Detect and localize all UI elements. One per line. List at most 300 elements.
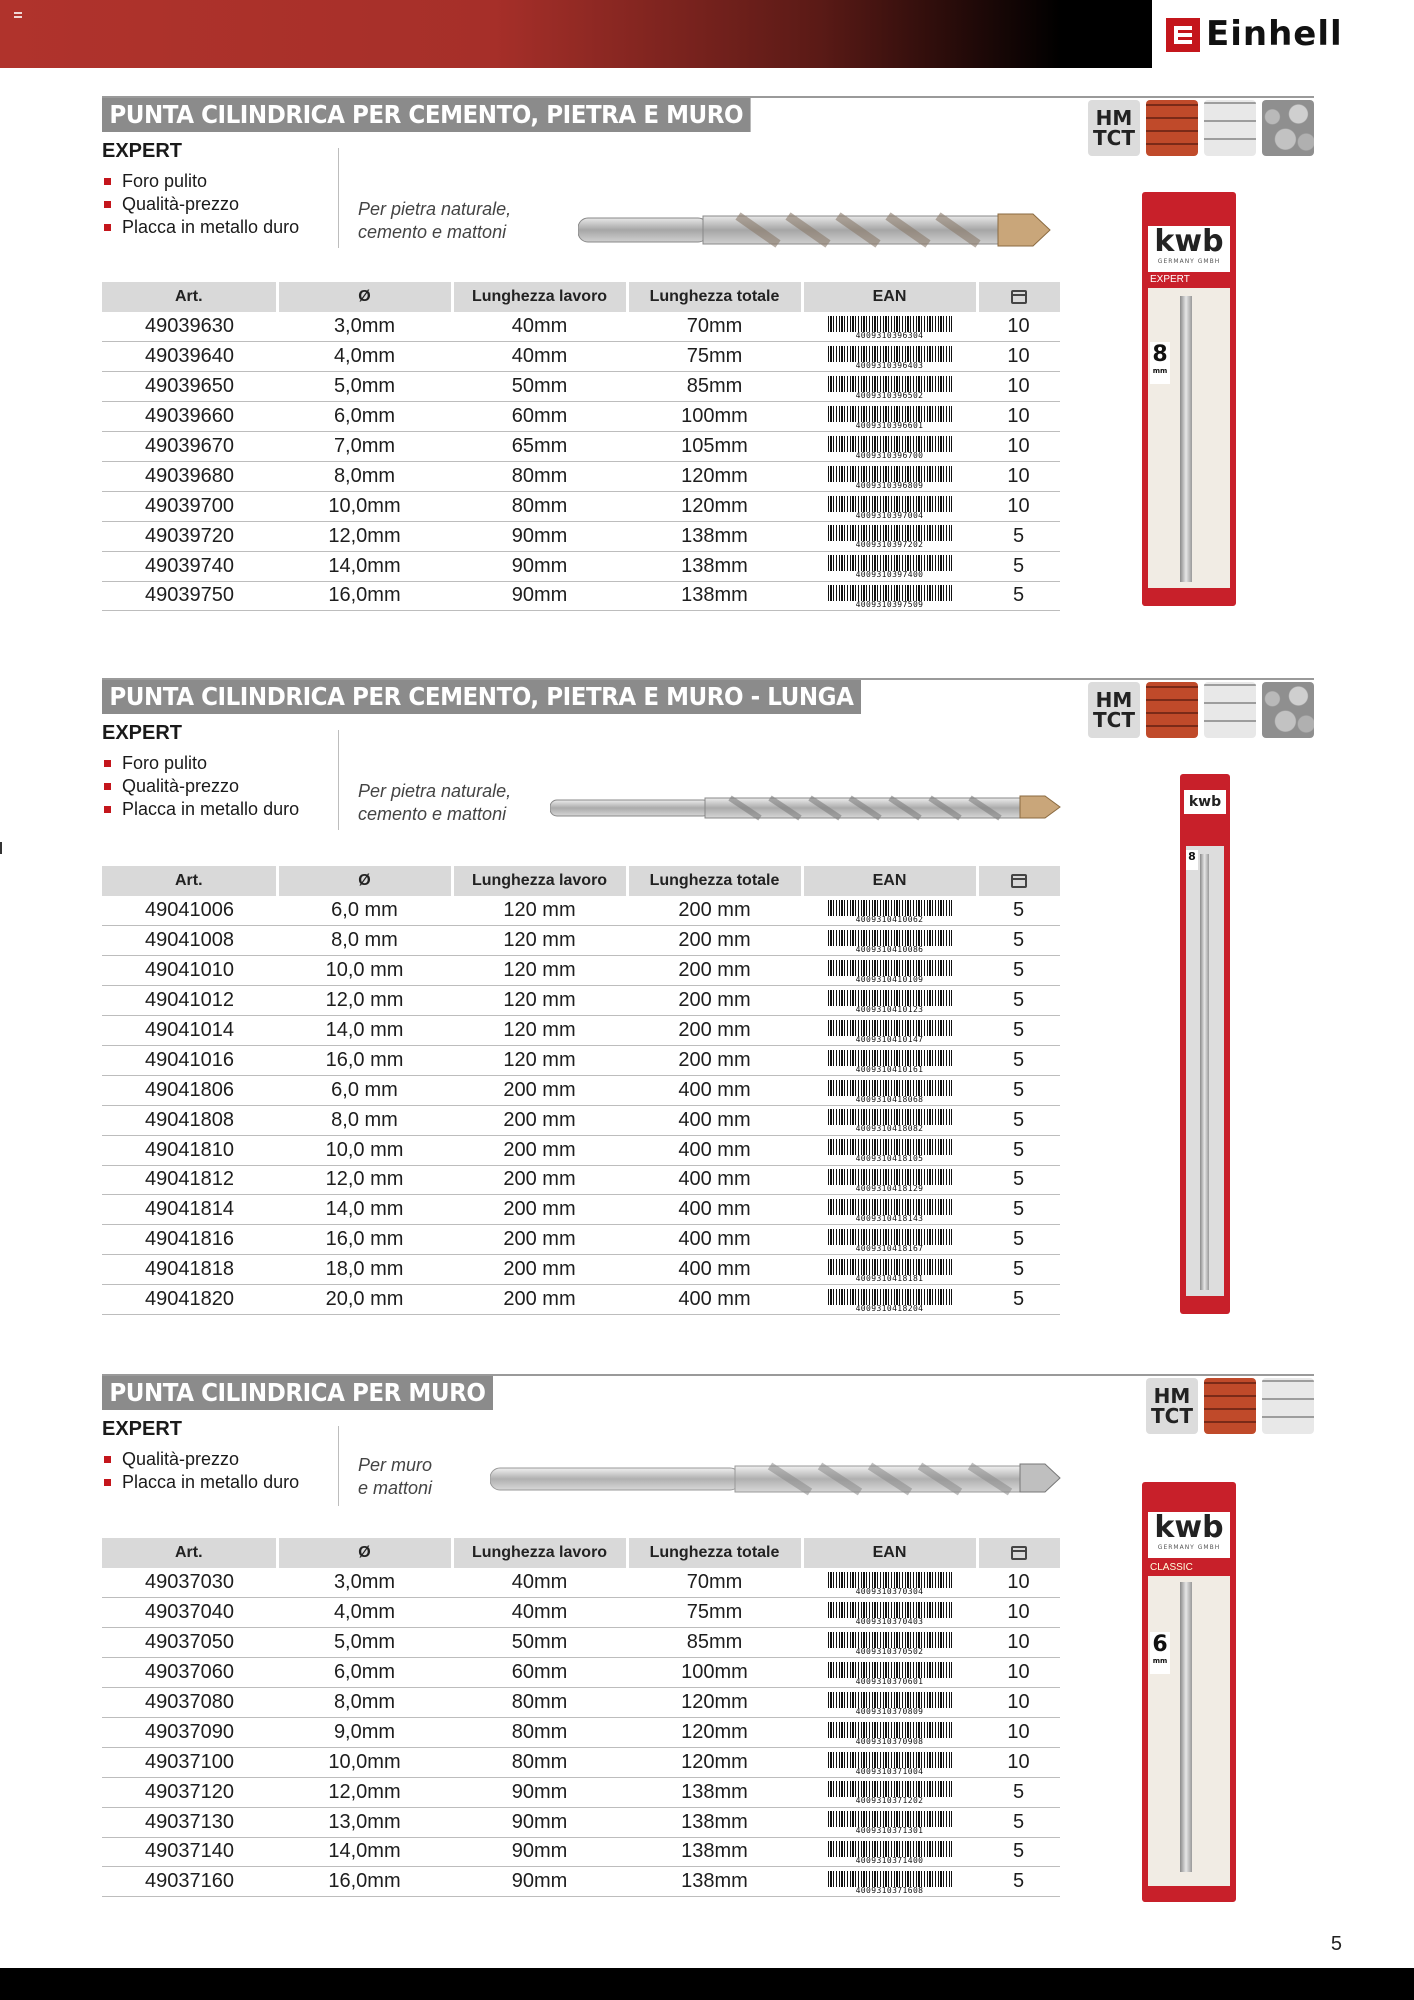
diameter-cell: 13,0mm — [277, 1807, 452, 1837]
col-ean: EAN — [802, 866, 977, 896]
col-working-length: Lunghezza lavoro — [452, 282, 627, 312]
usage-line: cemento e mattoni — [358, 222, 507, 242]
ean-cell — [802, 1285, 977, 1315]
feature-item: Foro pulito — [102, 170, 299, 193]
ean-number: 4009310418181 — [828, 1275, 952, 1283]
ean-number: 4009310370908 — [828, 1738, 952, 1746]
ean-number: 4009310370304 — [828, 1588, 952, 1596]
barcode — [828, 1259, 952, 1281]
diameter-cell: 5,0mm — [277, 1628, 452, 1658]
hm-tct-icon: HM TCT — [1146, 1378, 1198, 1434]
table-row — [102, 1105, 1060, 1135]
diameter-cell: 18,0 mm — [277, 1255, 452, 1285]
stone-icon — [1262, 682, 1314, 738]
working-length-cell: 200 mm — [452, 1255, 627, 1285]
package-drill — [1180, 1582, 1192, 1872]
total-length-cell: 138mm — [627, 1837, 802, 1867]
barcode — [828, 1692, 952, 1714]
working-length-cell: 200 mm — [452, 1105, 627, 1135]
working-length-cell: 80mm — [452, 1688, 627, 1718]
usage-line: cemento e mattoni — [358, 804, 507, 824]
pack-qty-cell: 5 — [977, 1045, 1060, 1075]
ean-cell — [802, 1075, 977, 1105]
drill-bit-image — [550, 790, 1064, 824]
barcode — [828, 1841, 952, 1866]
total-length-cell: 200 mm — [627, 956, 802, 986]
pack-qty-cell: 10 — [977, 432, 1060, 462]
kwb-logo — [1148, 226, 1230, 272]
barcode — [828, 1199, 952, 1224]
diameter-cell: 14,0 mm — [277, 1016, 452, 1046]
barcode — [828, 1752, 952, 1774]
ean-number: 4009310418129 — [828, 1185, 952, 1193]
ean-number: 4009310397004 — [828, 512, 952, 520]
total-length-cell: 200 mm — [627, 926, 802, 956]
ean-number: 4009310370502 — [828, 1648, 952, 1656]
diameter-cell: 16,0 mm — [277, 1045, 452, 1075]
pack-qty-cell: 5 — [977, 926, 1060, 956]
total-length-cell: 70mm — [627, 1568, 802, 1598]
pack-qty-cell: 5 — [977, 1105, 1060, 1135]
ean-number: 4009310371202 — [828, 1797, 952, 1805]
total-length-cell: 138mm — [627, 1807, 802, 1837]
col-pack-qty — [977, 282, 1060, 312]
diameter-cell: 3,0mm — [277, 1568, 452, 1598]
art-number-cell: 49041820 — [102, 1285, 277, 1315]
col-diameter: Ø — [277, 282, 452, 312]
top-banner — [0, 0, 1414, 68]
pack-qty-cell: 10 — [977, 1598, 1060, 1628]
total-length-cell: 200 mm — [627, 986, 802, 1016]
art-number-cell: 49037120 — [102, 1777, 277, 1807]
art-number-cell: 49037140 — [102, 1837, 277, 1867]
art-number-cell: 49041818 — [102, 1255, 277, 1285]
total-length-cell: 200 mm — [627, 1016, 802, 1046]
ean-number: 4009310410062 — [828, 916, 952, 924]
total-length-cell: 75mm — [627, 342, 802, 372]
barcode — [828, 1289, 952, 1311]
total-length-cell: 400 mm — [627, 1165, 802, 1195]
feature-list — [102, 1448, 299, 1494]
stone-icon — [1262, 100, 1314, 156]
material-icons — [1088, 682, 1314, 738]
col-working-length: Lunghezza lavoro — [452, 1538, 627, 1568]
feature-item: Qualità-prezzo — [102, 775, 299, 798]
total-length-cell: 138mm — [627, 1867, 802, 1897]
package-size-unit: mm — [1152, 367, 1168, 375]
ean-number: 4009310370809 — [828, 1708, 952, 1716]
total-length-cell: 85mm — [627, 372, 802, 402]
feature-list — [102, 170, 299, 239]
ean-cell — [802, 956, 977, 986]
table-row — [102, 1075, 1060, 1105]
ean-cell — [802, 461, 977, 491]
usage-line: e mattoni — [358, 1478, 433, 1498]
art-number-cell: 49037040 — [102, 1598, 277, 1628]
diameter-cell: 4,0mm — [277, 342, 452, 372]
ean-number: 4009310410086 — [828, 946, 952, 954]
pack-qty-cell: 5 — [977, 521, 1060, 551]
table-row — [102, 956, 1060, 986]
barcode — [828, 1139, 952, 1164]
ean-cell — [802, 1747, 977, 1777]
ean-cell — [802, 1867, 977, 1897]
ean-number: 4009310370403 — [828, 1618, 952, 1626]
table-row — [102, 432, 1060, 462]
kwb-logo — [1148, 1512, 1230, 1558]
table-row — [102, 896, 1060, 926]
art-number-cell: 49039660 — [102, 402, 277, 432]
drill-bit-image — [578, 206, 1058, 254]
diameter-cell: 9,0mm — [277, 1717, 452, 1747]
package-drill — [1180, 296, 1192, 582]
ean-cell — [802, 1045, 977, 1075]
working-length-cell: 50mm — [452, 1628, 627, 1658]
barcode — [828, 406, 952, 428]
table-row — [102, 926, 1060, 956]
package-image — [1142, 192, 1236, 606]
menu-icon[interactable] — [14, 12, 26, 20]
usage-line: Per muro — [358, 1455, 433, 1475]
ean-cell — [802, 521, 977, 551]
diameter-cell: 16,0 mm — [277, 1225, 452, 1255]
product-line: EXPERT — [102, 1418, 183, 1440]
ean-cell — [802, 1837, 977, 1867]
barcode — [828, 930, 952, 955]
barcode — [828, 585, 952, 610]
barcode — [828, 1722, 952, 1744]
barcode — [828, 1602, 952, 1627]
ean-number: 4009310418204 — [828, 1305, 952, 1313]
table-row — [102, 551, 1060, 581]
ean-number: 4009310371004 — [828, 1768, 952, 1776]
total-length-cell: 200 mm — [627, 1045, 802, 1075]
col-total-length: Lunghezza totale — [627, 282, 802, 312]
working-length-cell: 40mm — [452, 342, 627, 372]
pack-qty-cell: 5 — [977, 1165, 1060, 1195]
ean-cell — [802, 1598, 977, 1628]
table-row — [102, 521, 1060, 551]
barcode — [828, 436, 952, 458]
total-length-cell: 400 mm — [627, 1105, 802, 1135]
total-length-cell: 100mm — [627, 402, 802, 432]
package-tagline: GERMANY GMBH — [1157, 1544, 1221, 1551]
total-length-cell: 400 mm — [627, 1195, 802, 1225]
diameter-cell: 5,0mm — [277, 372, 452, 402]
col-working-length: Lunghezza lavoro — [452, 866, 627, 896]
art-number-cell: 49037160 — [102, 1867, 277, 1897]
package-tagline: GERMANY GMBH — [1157, 258, 1221, 265]
ean-cell — [802, 986, 977, 1016]
col-total-length: Lunghezza totale — [627, 866, 802, 896]
kwb-logo — [1184, 790, 1226, 814]
barcode — [828, 960, 952, 982]
table-row — [102, 1628, 1060, 1658]
diameter-cell: 6,0 mm — [277, 896, 452, 926]
pack-qty-cell: 10 — [977, 372, 1060, 402]
material-icons — [1088, 100, 1314, 156]
hm-tct-icon: HM TCT — [1088, 100, 1140, 156]
package-size-value: 6 — [1152, 1632, 1168, 1657]
package-icon — [1011, 290, 1027, 304]
art-number-cell: 49037100 — [102, 1747, 277, 1777]
page-number: 5 — [1330, 1933, 1342, 1955]
barcode — [828, 990, 952, 1012]
art-number-cell: 49041012 — [102, 986, 277, 1016]
ean-number: 4009310410109 — [828, 976, 952, 984]
pack-qty-cell: 5 — [977, 956, 1060, 986]
table-row — [102, 1837, 1060, 1867]
art-number-cell: 49039630 — [102, 312, 277, 342]
diameter-cell: 8,0 mm — [277, 1105, 452, 1135]
barcode — [828, 466, 952, 488]
total-length-cell: 400 mm — [627, 1135, 802, 1165]
divider — [338, 730, 339, 830]
feature-list — [102, 752, 299, 821]
working-length-cell: 90mm — [452, 1777, 627, 1807]
working-length-cell: 90mm — [452, 581, 627, 611]
product-table — [102, 866, 1060, 1315]
total-length-cell: 120mm — [627, 1688, 802, 1718]
pack-qty-cell: 10 — [977, 1628, 1060, 1658]
pack-qty-cell: 5 — [977, 1225, 1060, 1255]
total-length-cell: 120mm — [627, 1717, 802, 1747]
ean-cell — [802, 551, 977, 581]
diameter-cell: 6,0mm — [277, 402, 452, 432]
ean-cell — [802, 1717, 977, 1747]
diameter-cell: 10,0 mm — [277, 956, 452, 986]
barcode — [828, 316, 952, 338]
barcode — [828, 496, 952, 518]
footer-bar — [0, 1968, 1414, 2000]
ean-number: 4009310396601 — [828, 422, 952, 430]
package-line: EXPERT — [1150, 274, 1190, 285]
diameter-cell: 10,0 mm — [277, 1135, 452, 1165]
ean-cell — [802, 1135, 977, 1165]
table-row — [102, 1807, 1060, 1837]
pack-qty-cell: 5 — [977, 1867, 1060, 1897]
pack-qty-cell: 5 — [977, 581, 1060, 611]
art-number-cell: 49041806 — [102, 1075, 277, 1105]
col-ean: EAN — [802, 282, 977, 312]
feature-item: Placca in metallo duro — [102, 1471, 299, 1494]
ean-number: 4009310418105 — [828, 1155, 952, 1163]
pack-qty-cell: 5 — [977, 1195, 1060, 1225]
diameter-cell: 16,0mm — [277, 581, 452, 611]
art-number-cell: 49039720 — [102, 521, 277, 551]
brick-icon — [1146, 682, 1198, 738]
ean-cell — [802, 1777, 977, 1807]
barcode — [828, 1169, 952, 1194]
working-length-cell: 120 mm — [452, 926, 627, 956]
pack-qty-cell: 10 — [977, 1747, 1060, 1777]
working-length-cell: 50mm — [452, 372, 627, 402]
table-row — [102, 1285, 1060, 1315]
ean-cell — [802, 1688, 977, 1718]
art-number-cell: 49041014 — [102, 1016, 277, 1046]
art-number-cell: 49037130 — [102, 1807, 277, 1837]
art-number-cell: 49037060 — [102, 1658, 277, 1688]
package-size — [1150, 342, 1170, 384]
art-number-cell: 49039640 — [102, 342, 277, 372]
total-length-cell: 400 mm — [627, 1075, 802, 1105]
ean-number: 4009310410161 — [828, 1066, 952, 1074]
block-icon — [1262, 1378, 1314, 1434]
ean-cell — [802, 491, 977, 521]
barcode — [828, 1050, 952, 1072]
total-length-cell: 120mm — [627, 1747, 802, 1777]
package-size-value: 8 — [1152, 342, 1168, 367]
working-length-cell: 120 mm — [452, 1016, 627, 1046]
barcode — [828, 1811, 952, 1836]
pack-qty-cell: 10 — [977, 491, 1060, 521]
ean-number: 4009310397400 — [828, 571, 952, 579]
table-row — [102, 1165, 1060, 1195]
art-number-cell: 49037030 — [102, 1568, 277, 1598]
diameter-cell: 8,0mm — [277, 461, 452, 491]
package-drill — [1200, 854, 1209, 1290]
col-total-length: Lunghezza totale — [627, 1538, 802, 1568]
section-title: PUNTA CILINDRICA PER CEMENTO, PIETRA E MURO — [102, 98, 750, 132]
table-row — [102, 1195, 1060, 1225]
barcode — [828, 1229, 952, 1251]
barcode — [828, 525, 952, 550]
working-length-cell: 60mm — [452, 1658, 627, 1688]
art-number-cell: 49041016 — [102, 1045, 277, 1075]
pack-qty-cell: 5 — [977, 896, 1060, 926]
art-number-cell: 49037090 — [102, 1717, 277, 1747]
working-length-cell: 80mm — [452, 461, 627, 491]
pack-qty-cell: 5 — [977, 1135, 1060, 1165]
barcode — [828, 1109, 952, 1134]
ean-number: 4009310396304 — [828, 332, 952, 340]
working-length-cell: 40mm — [452, 1598, 627, 1628]
working-length-cell: 80mm — [452, 1747, 627, 1777]
col-art: Art. — [102, 866, 277, 896]
table-row — [102, 372, 1060, 402]
diameter-cell: 16,0mm — [277, 1867, 452, 1897]
art-number-cell: 49041814 — [102, 1195, 277, 1225]
ean-number: 4009310371400 — [828, 1857, 952, 1865]
pack-qty-cell: 10 — [977, 1568, 1060, 1598]
working-length-cell: 120 mm — [452, 1045, 627, 1075]
divider — [338, 148, 339, 248]
pack-qty-cell: 5 — [977, 1837, 1060, 1867]
ean-cell — [802, 402, 977, 432]
feature-item: Foro pulito — [102, 752, 299, 775]
total-length-cell: 138mm — [627, 551, 802, 581]
brand-name: Einhell — [1206, 14, 1343, 54]
ean-cell — [802, 1016, 977, 1046]
art-number-cell: 49039650 — [102, 372, 277, 402]
art-number-cell: 49039680 — [102, 461, 277, 491]
total-length-cell: 120mm — [627, 461, 802, 491]
barcode — [828, 1871, 952, 1896]
table-row — [102, 402, 1060, 432]
col-art: Art. — [102, 1538, 277, 1568]
ean-number: 4009310371301 — [828, 1827, 952, 1835]
pack-qty-cell: 10 — [977, 1658, 1060, 1688]
ean-number: 4009310418068 — [828, 1096, 952, 1104]
pack-qty-cell: 10 — [977, 312, 1060, 342]
ean-cell — [802, 312, 977, 342]
product-table — [102, 282, 1060, 611]
block-icon — [1204, 682, 1256, 738]
col-ean: EAN — [802, 1538, 977, 1568]
package-brand: kwb — [1154, 1510, 1224, 1545]
drill-bit-image — [490, 1458, 1062, 1498]
package-line: CLASSIC — [1150, 1562, 1193, 1573]
package-size — [1150, 1632, 1170, 1674]
package-icon — [1011, 1546, 1027, 1560]
diameter-cell: 10,0mm — [277, 1747, 452, 1777]
pack-qty-cell: 10 — [977, 1688, 1060, 1718]
table-row — [102, 1717, 1060, 1747]
feature-item: Qualità-prezzo — [102, 193, 299, 216]
ean-cell — [802, 581, 977, 611]
ean-cell — [802, 1165, 977, 1195]
material-icons — [1146, 1378, 1314, 1434]
col-pack-qty — [977, 1538, 1060, 1568]
total-length-cell: 400 mm — [627, 1285, 802, 1315]
total-length-cell: 400 mm — [627, 1255, 802, 1285]
section-title: PUNTA CILINDRICA PER MURO — [102, 1376, 493, 1410]
working-length-cell: 120 mm — [452, 986, 627, 1016]
art-number-cell: 49041808 — [102, 1105, 277, 1135]
col-diameter: Ø — [277, 866, 452, 896]
working-length-cell: 60mm — [452, 402, 627, 432]
diameter-cell: 7,0mm — [277, 432, 452, 462]
working-length-cell: 200 mm — [452, 1165, 627, 1195]
package-size-unit: mm — [1152, 1657, 1168, 1665]
table-row — [102, 1225, 1060, 1255]
diameter-cell: 4,0mm — [277, 1598, 452, 1628]
package-size: 8 — [1186, 850, 1198, 870]
ean-cell — [802, 1225, 977, 1255]
ean-number: 4009310396502 — [828, 392, 952, 400]
usage-text — [358, 198, 511, 244]
barcode — [828, 1632, 952, 1654]
feature-item: Qualità-prezzo — [102, 1448, 299, 1471]
total-length-cell: 75mm — [627, 1598, 802, 1628]
pack-qty-cell: 10 — [977, 402, 1060, 432]
art-number-cell: 49041810 — [102, 1135, 277, 1165]
brick-icon — [1146, 100, 1198, 156]
working-length-cell: 90mm — [452, 1867, 627, 1897]
barcode — [828, 900, 952, 922]
ean-number: 4009310396809 — [828, 482, 952, 490]
table-row — [102, 491, 1060, 521]
ean-cell — [802, 1658, 977, 1688]
block-icon — [1204, 100, 1256, 156]
table-row — [102, 1598, 1060, 1628]
barcode — [828, 346, 952, 371]
ean-number: 4009310370601 — [828, 1678, 952, 1686]
package-image — [1180, 774, 1230, 1314]
diameter-cell: 14,0mm — [277, 551, 452, 581]
table-row — [102, 1688, 1060, 1718]
working-length-cell: 90mm — [452, 1807, 627, 1837]
barcode — [828, 1781, 952, 1806]
table-row — [102, 1658, 1060, 1688]
total-length-cell: 70mm — [627, 312, 802, 342]
table-row — [102, 1777, 1060, 1807]
working-length-cell: 200 mm — [452, 1075, 627, 1105]
col-pack-qty — [977, 866, 1060, 896]
total-length-cell: 100mm — [627, 1658, 802, 1688]
table-row — [102, 581, 1060, 611]
ean-cell — [802, 1195, 977, 1225]
